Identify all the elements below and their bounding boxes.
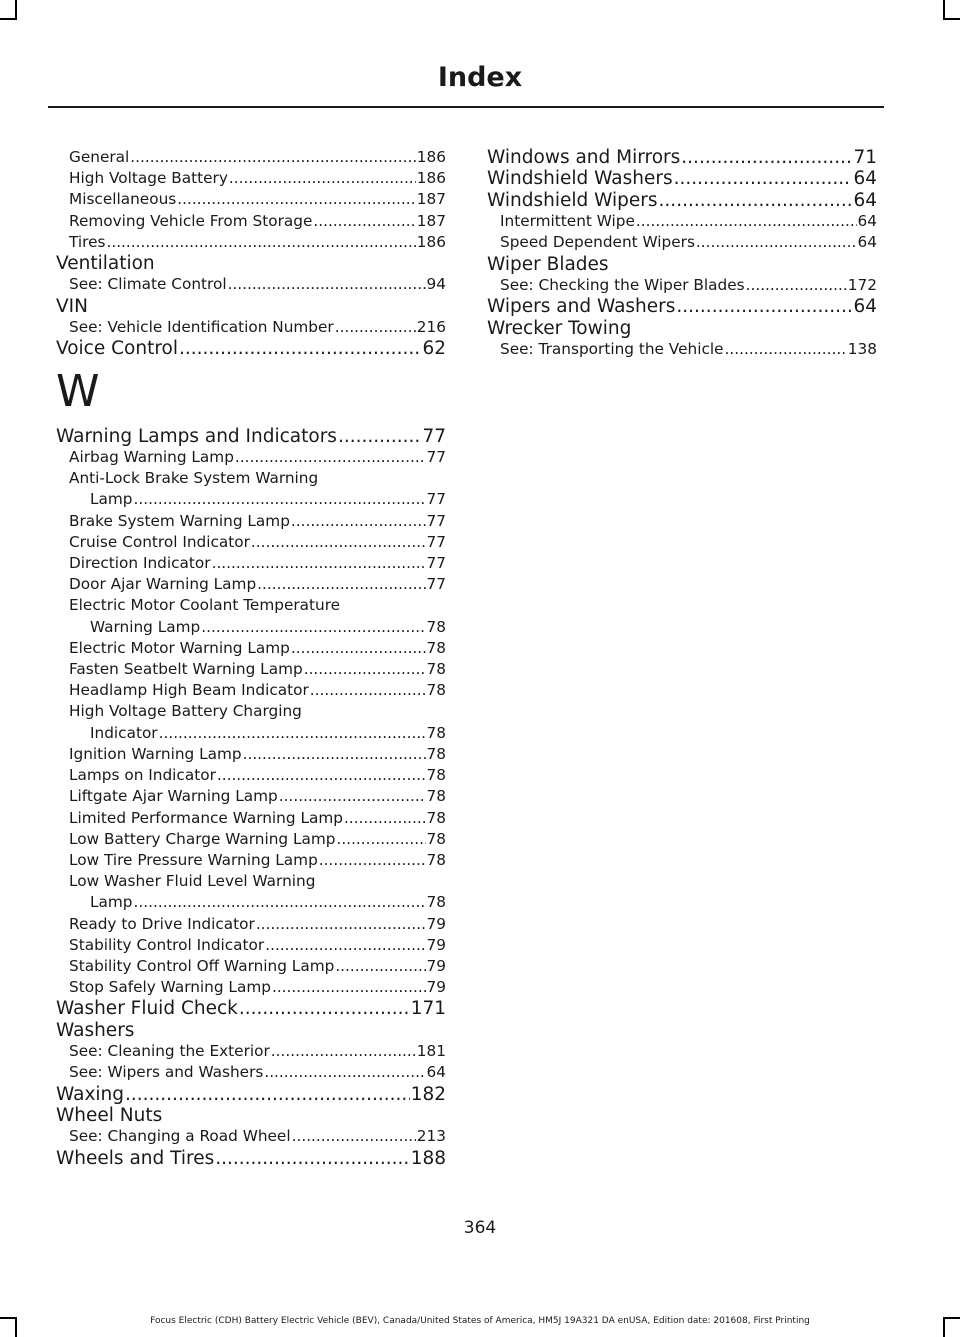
entry-page-number: 79 <box>426 978 446 997</box>
index-entry[interactable] <box>487 147 877 168</box>
leader-dots <box>239 998 410 1019</box>
entry-label: VIN <box>56 295 88 317</box>
entry-label: Warning Lamps and Indicators <box>56 425 337 447</box>
index-entry[interactable] <box>487 339 877 360</box>
entry-label: Wipers and Washers <box>487 296 676 318</box>
index-entry[interactable] <box>56 232 446 253</box>
entry-page-number: 78 <box>426 766 446 785</box>
entry-label: Waxing <box>56 1083 125 1105</box>
leader-dots <box>291 511 426 532</box>
leader-dots <box>272 977 426 998</box>
leader-dots <box>179 338 421 359</box>
index-entry[interactable] <box>56 617 446 638</box>
crop-mark <box>15 0 17 20</box>
index-entry[interactable] <box>487 296 877 317</box>
index-column-right <box>487 147 877 360</box>
entry-page-number: 79 <box>426 956 446 975</box>
index-entry[interactable] <box>56 786 446 807</box>
index-entry[interactable] <box>487 211 877 232</box>
index-entry[interactable] <box>56 168 446 189</box>
leader-dots <box>130 147 416 168</box>
entry-page-number: 213 <box>416 1127 446 1146</box>
entry-page-number: 78 <box>426 638 446 657</box>
entry-label: Windows and Mirrors <box>487 147 681 168</box>
leader-dots <box>265 935 425 956</box>
leader-dots <box>292 1126 416 1147</box>
entry-page-number: 78 <box>426 744 446 763</box>
index-entry[interactable] <box>487 275 877 296</box>
entry-label: See: Changing a Road Wheel <box>69 1127 291 1146</box>
leader-dots <box>319 850 426 871</box>
index-entry[interactable] <box>56 1062 446 1083</box>
entry-label: Low Battery Charge Warning Lamp <box>69 829 336 848</box>
entry-page-number: 171 <box>410 998 446 1020</box>
leader-dots <box>264 1062 425 1083</box>
entry-label: See: Wipers and Washers <box>69 1063 264 1082</box>
leader-dots <box>304 659 426 680</box>
entry-label: General <box>69 148 130 166</box>
leader-dots <box>212 553 426 574</box>
leader-dots <box>676 296 852 317</box>
entry-page-number: 188 <box>410 1147 446 1169</box>
entry-label: Door Ajar Warning Lamp <box>69 575 257 594</box>
index-entry[interactable] <box>56 808 446 829</box>
entry-label: See: Checking the Wiper Blades <box>500 276 745 295</box>
index-entry[interactable] <box>56 553 446 574</box>
leader-dots <box>313 211 415 232</box>
leader-dots <box>215 1148 409 1169</box>
entry-page-number: 62 <box>422 338 446 360</box>
entry-page-number: 77 <box>426 575 446 594</box>
entry-label: Anti-Lock Brake System Warning <box>69 469 319 488</box>
entry-label: Stability Control Off Warning Lamp <box>69 956 335 975</box>
entry-page-number: 64 <box>853 189 877 211</box>
leader-dots <box>335 317 416 338</box>
entry-label: See: Vehicle Identification Number <box>69 318 334 337</box>
entry-label: Headlamp High Beam Indicator <box>69 681 309 700</box>
index-entry[interactable] <box>56 574 446 595</box>
index-entry[interactable] <box>56 956 446 977</box>
leader-dots <box>681 147 852 168</box>
entry-page-number: 77 <box>426 448 446 467</box>
entry-label: See: Climate Control <box>69 275 227 294</box>
index-entry[interactable] <box>56 447 446 468</box>
leader-dots <box>235 447 426 468</box>
index-entry-wrapped[interactable] <box>56 701 446 722</box>
entry-label: Removing Vehicle From Storage <box>69 211 313 230</box>
leader-dots <box>338 426 422 447</box>
entry-label: Miscellaneous <box>69 190 177 209</box>
entry-page-number: 64 <box>857 233 877 252</box>
entry-page-number: 78 <box>426 660 446 679</box>
leader-dots <box>344 808 426 829</box>
leader-dots <box>746 275 847 296</box>
leader-dots <box>279 786 426 807</box>
entry-label: Indicator <box>90 723 158 742</box>
entry-label: Lamp <box>90 893 133 912</box>
leader-dots <box>251 532 426 553</box>
leader-dots <box>271 1041 416 1062</box>
entry-label: Airbag Warning Lamp <box>69 448 234 467</box>
entry-label: Stability Control Indicator <box>69 935 265 954</box>
entry-page-number: 79 <box>426 914 446 933</box>
index-entry[interactable] <box>56 680 446 701</box>
index-entry[interactable] <box>56 317 446 338</box>
entry-label: Liftgate Ajar Warning Lamp <box>69 787 278 806</box>
leader-dots <box>310 680 426 701</box>
entry-page-number: 78 <box>426 850 446 869</box>
index-entry[interactable] <box>56 659 446 680</box>
entry-label: Tires <box>69 232 106 251</box>
index-entry[interactable] <box>56 998 446 1019</box>
leader-dots <box>217 765 426 786</box>
entry-label: Washer Fluid Check <box>56 998 238 1020</box>
entry-label: Fasten Seatbelt Warning Lamp <box>69 660 303 679</box>
crop-mark <box>0 18 17 20</box>
entry-label: Wiper Blades <box>487 253 609 275</box>
entry-page-number: 71 <box>853 147 877 168</box>
leader-dots <box>134 489 426 510</box>
leader-dots <box>336 829 425 850</box>
entry-label: Wheels and Tires <box>56 1147 215 1169</box>
entry-label: Ignition Warning Lamp <box>69 744 242 763</box>
page-number: 364 <box>463 1218 497 1238</box>
entry-page-number: 186 <box>416 169 446 188</box>
entry-page-number: 187 <box>416 211 446 230</box>
entry-page-number: 78 <box>426 681 446 700</box>
entry-label: Windshield Wipers <box>487 189 658 211</box>
index-heading[interactable] <box>56 253 446 274</box>
footer-text: Focus Electric (CDH) Battery Electric Vehicle (BEV), Canada/United States of America, HM5J 19A321 DA enUSA, Edition date: 201608, First Printing <box>150 1316 810 1326</box>
leader-dots <box>725 339 847 360</box>
header-divider <box>48 106 884 108</box>
index-entry[interactable] <box>56 829 446 850</box>
index-entry[interactable] <box>56 511 446 532</box>
crop-mark <box>943 0 945 20</box>
index-entry[interactable] <box>56 723 446 744</box>
entry-page-number: 182 <box>410 1083 446 1105</box>
index-entry[interactable] <box>56 1126 446 1147</box>
page-title: Index <box>437 62 523 93</box>
leader-dots <box>636 211 857 232</box>
section-letter: W <box>56 365 100 417</box>
index-list-continued <box>56 147 446 360</box>
index-entry[interactable] <box>56 914 446 935</box>
index-heading[interactable] <box>487 318 877 339</box>
index-entry[interactable] <box>56 532 446 553</box>
entry-label: Electric Motor Warning Lamp <box>69 638 290 657</box>
index-list-w <box>56 426 446 1169</box>
entry-page-number: 77 <box>426 532 446 551</box>
index-entry[interactable] <box>56 147 446 168</box>
entry-label: Limited Performance Warning Lamp <box>69 808 343 827</box>
entry-label: See: Transporting the Vehicle <box>500 340 724 359</box>
entry-label: Electric Motor Coolant Temperature <box>69 596 341 615</box>
entry-page-number: 64 <box>853 168 877 190</box>
leader-dots <box>134 892 426 913</box>
entry-label: Brake System Warning Lamp <box>69 511 290 530</box>
entry-page-number: 181 <box>416 1042 446 1061</box>
entry-label: Voice Control <box>56 338 178 360</box>
index-entry-wrapped[interactable] <box>56 468 446 489</box>
entry-page-number: 77 <box>426 554 446 573</box>
index-heading[interactable] <box>56 1105 446 1126</box>
index-heading[interactable] <box>56 1020 446 1041</box>
entry-page-number: 64 <box>426 1063 446 1082</box>
index-column-left <box>56 147 446 1169</box>
index-entry[interactable] <box>56 274 446 295</box>
index-entry[interactable] <box>56 1041 446 1062</box>
entry-label: Intermittent Wipe <box>500 212 635 231</box>
entry-label: Direction Indicator <box>69 554 211 573</box>
index-entry[interactable] <box>56 338 446 359</box>
crop-mark <box>943 18 960 20</box>
entry-page-number: 79 <box>426 935 446 954</box>
index-entry[interactable] <box>56 638 446 659</box>
index-entry[interactable] <box>56 426 446 447</box>
entry-page-number: 77 <box>426 490 446 509</box>
entry-label: Wrecker Towing <box>487 317 632 339</box>
entry-page-number: 186 <box>416 148 446 166</box>
entry-label: Low Washer Fluid Level Warning <box>69 872 316 891</box>
entry-page-number: 94 <box>426 275 446 294</box>
entry-label: Stop Safely Warning Lamp <box>69 978 271 997</box>
entry-page-number: 77 <box>422 425 446 447</box>
leader-dots <box>228 274 426 295</box>
leader-dots <box>106 232 415 253</box>
leader-dots <box>696 232 857 253</box>
entry-label: Lamps on Indicator <box>69 766 216 785</box>
entry-page-number: 78 <box>426 893 446 912</box>
index-entry[interactable] <box>56 489 446 510</box>
leader-dots <box>335 956 425 977</box>
leader-dots <box>125 1084 410 1105</box>
leader-dots <box>243 744 426 765</box>
index-entry[interactable] <box>487 168 877 189</box>
index-entry[interactable] <box>56 892 446 913</box>
leader-dots <box>177 189 416 210</box>
entry-label: Windshield Washers <box>487 168 673 190</box>
leader-dots <box>256 914 426 935</box>
entry-page-number: 78 <box>426 617 446 636</box>
leader-dots <box>159 723 426 744</box>
entry-page-number: 172 <box>847 276 877 295</box>
leader-dots <box>659 190 853 211</box>
index-entry[interactable] <box>56 765 446 786</box>
entry-page-number: 78 <box>426 808 446 827</box>
index-entry[interactable] <box>56 211 446 232</box>
entry-page-number: 78 <box>426 723 446 742</box>
index-entry[interactable] <box>487 190 877 211</box>
entry-page-number: 187 <box>416 190 446 209</box>
leader-dots <box>257 574 425 595</box>
index-entry[interactable] <box>56 744 446 765</box>
index-heading[interactable] <box>487 254 877 275</box>
entry-label: Washers <box>56 1019 135 1041</box>
index-heading[interactable] <box>56 296 446 317</box>
entry-page-number: 78 <box>426 787 446 806</box>
entry-page-number: 77 <box>426 511 446 530</box>
entry-page-number: 186 <box>416 232 446 251</box>
entry-label: Ready to Drive Indicator <box>69 914 255 933</box>
entry-label: High Voltage Battery Charging <box>69 702 302 721</box>
leader-dots <box>674 168 853 189</box>
entry-label: Speed Dependent Wipers <box>500 233 695 252</box>
entry-page-number: 64 <box>853 296 877 318</box>
entry-page-number: 64 <box>857 212 877 231</box>
entry-label: Wheel Nuts <box>56 1104 163 1126</box>
leader-dots <box>229 168 416 189</box>
index-entry[interactable] <box>56 935 446 956</box>
index-entry[interactable] <box>56 1148 446 1169</box>
index-entry[interactable] <box>56 850 446 871</box>
entry-label: Lamp <box>90 490 133 509</box>
entry-label: Low Tire Pressure Warning Lamp <box>69 850 318 869</box>
index-entry[interactable] <box>56 977 446 998</box>
index-entry[interactable] <box>487 232 877 253</box>
entry-page-number: 78 <box>426 829 446 848</box>
index-entry[interactable] <box>56 1084 446 1105</box>
entry-label: Ventilation <box>56 253 155 275</box>
entry-label: Cruise Control Indicator <box>69 532 250 551</box>
index-entry-wrapped[interactable] <box>56 595 446 616</box>
index-entry-wrapped[interactable] <box>56 871 446 892</box>
entry-page-number: 138 <box>847 340 877 359</box>
entry-label: See: Cleaning the Exterior <box>69 1042 270 1061</box>
index-entry[interactable] <box>56 189 446 210</box>
leader-dots <box>291 638 426 659</box>
index-list-w-continued <box>487 147 877 360</box>
entry-label: High Voltage Battery <box>69 169 228 188</box>
entry-label: Warning Lamp <box>90 617 201 636</box>
leader-dots <box>201 617 425 638</box>
entry-page-number: 216 <box>416 318 446 337</box>
